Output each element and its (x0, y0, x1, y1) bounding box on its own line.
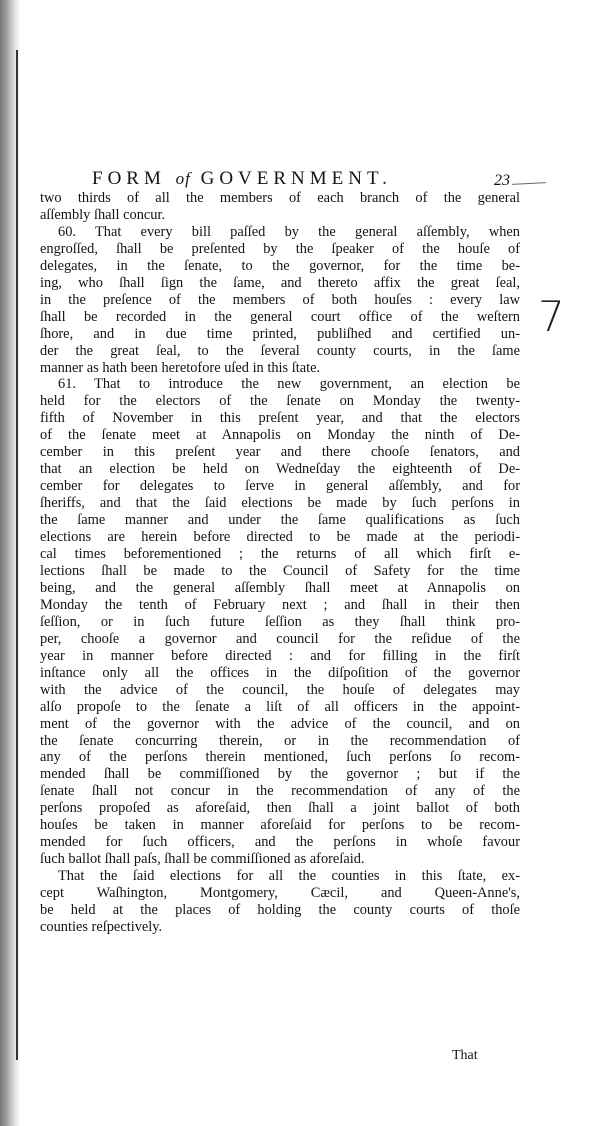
text-line: alſo propoſe to the ſenate a liſt of all officers in the appoint- (40, 698, 520, 715)
text-line: counties reſpectively. (40, 918, 163, 935)
text-line: with the advice of the council, the houſe of delegates may (40, 681, 520, 698)
text-line: ſhall be recorded in the general court office of the weſtern (40, 308, 520, 325)
text-line: the ſame manner and under the ſame qualifications as ſuch (40, 512, 520, 529)
text-line: in the preſence of the members of both houſes : every law (40, 291, 520, 308)
text-line: be held at the places of holding the county courts of thoſe (40, 902, 520, 919)
text-line: aſſembly ſhall concur. (40, 206, 166, 223)
text-line: 60. That every bill paſſed by the general aſſembly, when (58, 223, 520, 240)
text-line: ſheriffs, and that the ſaid elections be made by ſuch perſons in (40, 495, 520, 512)
text-line: the ſenate concurring therein, or in the recommendation of (40, 732, 520, 749)
text-line: ſenate ſhall not concur in the recommendation of any of the (40, 783, 520, 800)
text-line: cember in this preſent year and there chooſe ſenators, and (40, 444, 520, 461)
page-number: 23 (494, 172, 510, 189)
text-line: lections ſhall be made to the Council of Safety for the time (40, 562, 520, 579)
text-line: being, and the general aſſembly ſhall meet at Annapolis on (40, 579, 520, 596)
text-line: any of the perſons therein mentioned, ſuch perſons ſo recom- (40, 749, 520, 766)
text-line: manner as hath been heretofore uſed in this ſtate. (40, 359, 321, 376)
header-title-form: FORM (92, 168, 166, 189)
handwritten-margin-mark: 7 (538, 292, 565, 341)
text-line: der the great ſeal, to the ſeveral county courts, in the ſame (40, 342, 520, 359)
text-line: ſeſſion, or in ſuch future ſeſſion as they ſhall think pro- (40, 613, 520, 630)
text-line: Monday the tenth of February next ; and ſhall in their then (40, 596, 520, 613)
text-line: cept Waſhington, Montgomery, Cæcil, and Queen-Anne's, (40, 885, 520, 902)
catchword: That (452, 1048, 478, 1063)
text-line: perſons propoſed as aforeſaid, then ſhall a joint ballot of both (40, 800, 520, 817)
text-line: cember for delegates to ſerve in general aſſembly, and for (40, 478, 520, 495)
text-line: That the ſaid elections for all the counties in this ſtate, ex- (58, 868, 520, 885)
text-line: ſhore, and in due time printed, publiſhed and certified un- (40, 325, 520, 342)
header-title-government: GOVERNMENT. (200, 168, 392, 189)
text-line: cal times beforementioned ; the returns of all which firſt e- (40, 546, 520, 563)
text-line: ſuch ballot ſhall paſs, ſhall be commiſſioned as aforeſaid. (40, 851, 365, 868)
text-line: ing, who ſhall ſign the ſame, and thereto affix the great ſeal, (40, 274, 520, 291)
text-line: mended for ſuch officers, and the perſons in whoſe favour (40, 834, 520, 851)
running-header (92, 168, 392, 190)
text-line: houſes be taken in manner aforeſaid for perſons to be recom- (40, 817, 520, 834)
text-line: held for the electors of the ſenate on Monday the twenty- (40, 393, 520, 410)
text-line: elections are herein before directed to be made at the periodi- (40, 529, 520, 546)
text-line: per, chooſe a governor and council for the reſidue of the (40, 630, 520, 647)
text-line: delegates, in the ſenate, to the governor, for the time be- (40, 257, 520, 274)
text-line: two thirds of all the members of each branch of the general (40, 190, 520, 206)
text-line: fifth of November in this preſent year, and that the electors (40, 410, 520, 427)
text-line: engroſſed, ſhall be preſented by the ſpeaker of the houſe of (40, 240, 520, 257)
page-number-flourish (512, 182, 546, 185)
spine-line (16, 50, 18, 1060)
text-line: inſtance only all the offices in the diſpoſition of the governor (40, 664, 520, 681)
header-title-of: of (175, 169, 191, 188)
text-line: ment of the governor with the advice of the council, and on (40, 715, 520, 732)
text-line: of the ſenate meet at Annapolis on Monday the ninth of De- (40, 427, 520, 444)
text-line: that an election be held on Wedneſday the eighteenth of De- (40, 461, 520, 478)
text-line: year in manner before directed : and for filling in the firſt (40, 647, 520, 664)
text-line: 61. That to introduce the new government, an election be (58, 376, 520, 393)
text-line: mended ſhall be commiſſioned by the governor ; but if the (40, 766, 520, 783)
body-text (40, 190, 520, 936)
